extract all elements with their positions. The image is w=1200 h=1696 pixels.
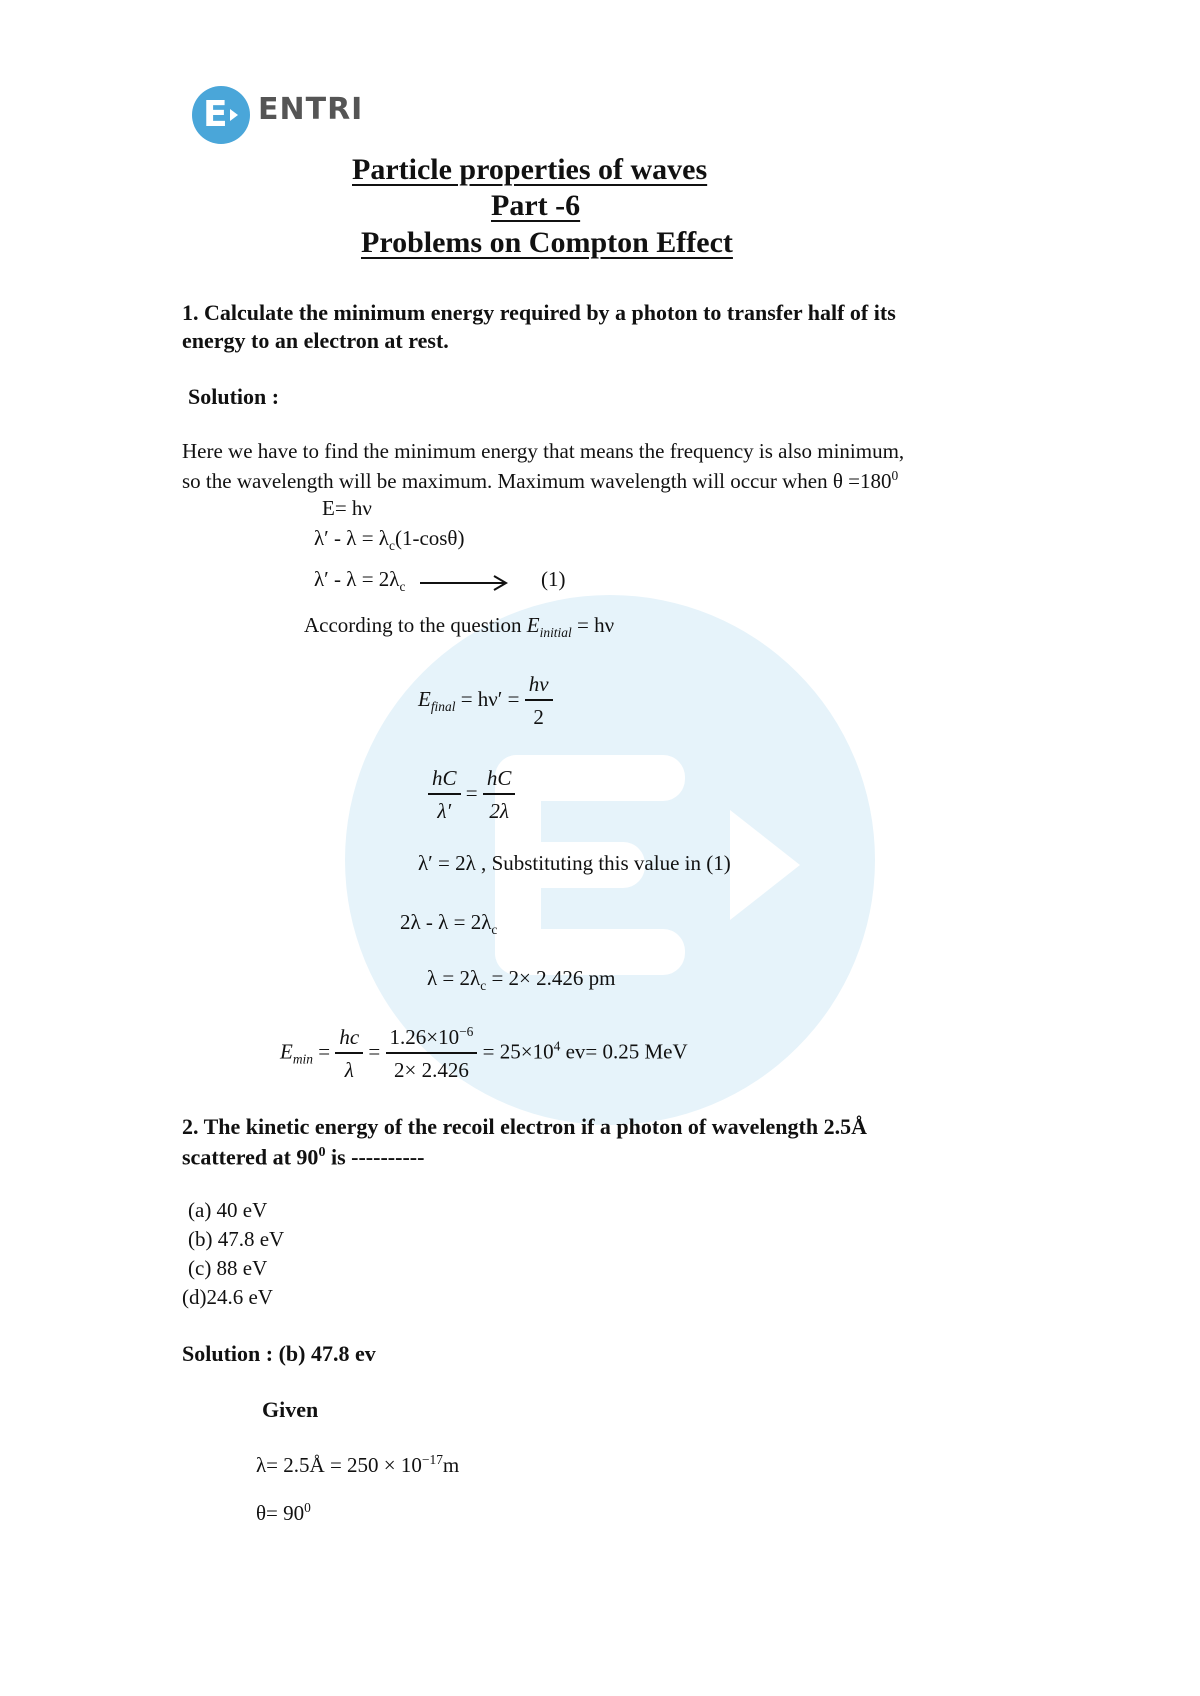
page-subtitle-topic: Problems on Compton Effect [361, 226, 733, 259]
q1-para2: so the wavelength will be maximum. Maximum wavelength will occur when $\theta =180^0$ [182, 468, 899, 493]
eq-1-label: (1) [541, 567, 566, 591]
q2-line2: scattered at $90^0$ is ---------- [182, 1144, 425, 1170]
eq-compton-shift: $\lambda' - \lambda = \lambda_c(1-\cos\theta)$ [314, 526, 465, 554]
fraction-hc-over-lambda-prime: $\frac{hC}{\lambda'}$ [428, 766, 461, 824]
eq-e-min: $E_{min}$ = $\frac{hc}{\lambda}$ = $\frac{1.26\times 10^{-6}}{2\times 2.426}$ = $25\times 10^4$ ev= 0.25 MeV [280, 1024, 688, 1082]
given-theta: $\theta= 90^0$ [256, 1500, 311, 1525]
eq-2lambda: $2\lambda - \lambda = 2\lambda_c$ [400, 910, 498, 938]
watermark-play-icon [730, 810, 800, 920]
q1-para1: Here we have to find the minimum energy that means the frequency is also minimum, [182, 439, 905, 463]
option-c: (c) 88 eV [188, 1256, 268, 1280]
page-subtitle-part: Part -6 [491, 189, 581, 222]
eq-hc-ratio: $\frac{hC}{\lambda'}$ = $\frac{hC}{2\lambda}$ [428, 766, 515, 824]
brand-name: ENTRI [258, 92, 364, 127]
q2-solution: Solution : (b) 47.8 ev [182, 1341, 376, 1366]
given-label: Given [262, 1397, 319, 1422]
q1-solution-label: Solution : [188, 384, 280, 409]
entri-logo-icon: E [192, 86, 250, 144]
fraction-numeric: $\frac{1.26\times 10^{-6}}{2\times 2.426}$ [386, 1024, 478, 1083]
eq-photon-energy: E= hν [322, 496, 372, 520]
fraction-hc-over-2lambda: $\frac{hC}{2\lambda}$ [483, 766, 516, 824]
eq-lambda-value: $\lambda = 2\lambda_c = 2\times 2.426$ pm [427, 966, 616, 994]
fraction-hv-over-2: $\frac{h\nu}{2}$ [525, 672, 553, 730]
page-title: Particle properties of waves [352, 153, 708, 186]
eq-e-final: $E_{final} = h\nu'$ = $\frac{h\nu}{2}$ [418, 672, 553, 730]
eq-1: $\lambda' - \lambda = 2\lambda_c$ [314, 567, 406, 595]
q1-line2: energy to an electron at rest. [182, 328, 449, 353]
fraction-hc-over-lambda: $\frac{hc}{\lambda}$ [335, 1025, 363, 1083]
eq-substitution: λ′ = 2λ , Substituting this value in (1) [418, 851, 731, 875]
eq-e-initial: According to the question $E_{initial} = h\nu$ [304, 613, 615, 641]
q1-line1: 1. Calculate the minimum energy required by a photon to transfer half of its [182, 300, 896, 325]
right-arrow-icon [418, 572, 510, 594]
given-lambda: λ= 2.5Å = $250 \times 10^{-17}m$ [256, 1452, 460, 1477]
option-b: (b) 47.8 eV [188, 1227, 285, 1251]
option-a: (a) 40 eV [188, 1198, 268, 1222]
q2-line1: 2. The kinetic energy of the recoil electron if a photon of wavelength 2.5Å [182, 1114, 867, 1139]
option-d: (d)24.6 eV [182, 1285, 273, 1309]
